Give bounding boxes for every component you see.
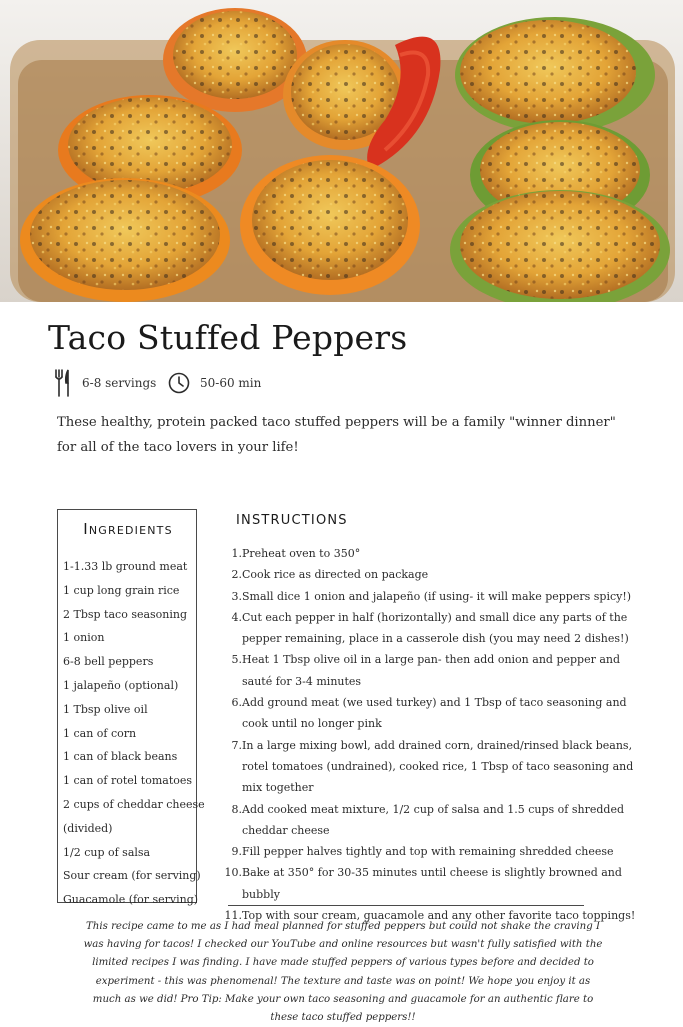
ingredient-item: 2 cups of cheddar cheese bbox=[63, 797, 205, 811]
step-text: Cut each pepper in half (horizontally) and small dice any parts of the pepper remaining, place in a casserole dish (you may need 2 dishes!) bbox=[242, 610, 629, 646]
time-text: 50-60 min bbox=[200, 376, 262, 390]
ingredient-item: Sour cream (for serving) bbox=[63, 869, 201, 883]
instruction-step bbox=[228, 841, 640, 862]
ingredients-box bbox=[57, 509, 205, 907]
ingredient-item: 1 can of black beans bbox=[63, 750, 178, 764]
step-text: Bake at 350° for 30-35 minutes until cheese is slightly browned and bubbly bbox=[242, 866, 622, 901]
step-text: Fill pepper halves tightly and top with remaining shredded cheese bbox=[242, 845, 614, 859]
servings-info bbox=[54, 368, 156, 398]
instruction-step bbox=[228, 735, 640, 799]
time-info bbox=[168, 368, 261, 398]
step-text: Heat 1 Tbsp olive oil in a large pan- then add onion and pepper and sauté for 3-4 minutes bbox=[242, 653, 621, 688]
step-text: Preheat oven to 350° bbox=[242, 547, 361, 560]
step-number: 8. bbox=[231, 802, 242, 816]
ingredient-item: 2 Tbsp taco seasoning bbox=[63, 607, 188, 621]
step-number: 4. bbox=[231, 610, 242, 624]
ingredients-list bbox=[63, 555, 208, 912]
ingredient-item: 1 cup long grain rice bbox=[63, 583, 180, 597]
ingredient-item: 1 Tbsp olive oil bbox=[63, 702, 148, 716]
instruction-step bbox=[228, 607, 640, 650]
instruction-step bbox=[228, 564, 640, 585]
stuffed-peppers-illustration bbox=[0, 0, 683, 302]
ingredient-item: 1 jalapeño (optional) bbox=[63, 678, 179, 692]
step-number: 1. bbox=[231, 547, 242, 560]
instruction-step bbox=[228, 543, 640, 564]
recipe-title: Taco Stuffed Peppers bbox=[48, 318, 408, 357]
step-number: 6. bbox=[231, 696, 242, 710]
instruction-step bbox=[228, 799, 640, 842]
step-number: 10. bbox=[224, 866, 242, 880]
step-number: 3. bbox=[231, 589, 242, 603]
step-number: 5. bbox=[231, 653, 242, 667]
step-number: 11. bbox=[224, 909, 242, 923]
ingredient-item: 6-8 bell peppers bbox=[63, 655, 154, 669]
recipe-notes: This recipe came to me as I had meal planned for stuffed peppers but could not shake the craving I was having for tacos! I checked our YouTube and online resources but wasn't fully satisfied with the limited recipes I was finding. I have made stuffed peppers of various types before and decided to experiment - this was phenomenal! The texture and taste was on point! We hope you enjoy it as much as we did! Pro Tip: Make your own taco seasoning and guacamole for an authentic flare to these taco stuffed peppers!! bbox=[83, 921, 603, 1024]
ingredient-item: Guacamole (for serving) bbox=[63, 893, 199, 907]
recipe-photo bbox=[0, 0, 683, 302]
step-text: In a large mixing bowl, add drained corn, drained/rinsed black beans, rotel tomatoes (undrained), cooked rice, 1 Tbsp of taco seasoning and mix together bbox=[242, 738, 634, 795]
ingredient-item: 1 onion bbox=[63, 631, 105, 645]
instruction-step bbox=[228, 692, 640, 735]
divider bbox=[228, 905, 584, 906]
fork-knife-icon bbox=[54, 368, 72, 398]
instructions-list bbox=[224, 543, 640, 926]
ingredients-heading: Ingredients bbox=[83, 520, 173, 538]
step-text: Small dice 1 onion and jalapeño (if using- it will make peppers spicy!) bbox=[242, 589, 632, 603]
step-number: 2. bbox=[231, 568, 242, 582]
clock-icon bbox=[168, 372, 190, 394]
step-text: Top with sour cream, guacamole and any other favorite taco toppings! bbox=[242, 909, 636, 923]
step-number: 7. bbox=[231, 738, 242, 752]
instruction-step bbox=[228, 649, 640, 692]
step-number: 9. bbox=[231, 845, 242, 859]
instructions-heading: INSTRUCTIONS bbox=[236, 513, 348, 528]
ingredient-item: (divided) bbox=[63, 821, 113, 835]
step-text: Cook rice as directed on package bbox=[242, 568, 429, 582]
ingredient-item: 1-1.33 lb ground meat bbox=[63, 560, 188, 573]
ingredient-item: 1/2 cup of salsa bbox=[63, 845, 151, 859]
step-text: Add cooked meat mixture, 1/2 cup of salsa and 1.5 cups of shredded cheddar cheese bbox=[242, 802, 624, 837]
servings-text: 6-8 servings bbox=[82, 376, 157, 390]
step-text: Add ground meat (we used turkey) and 1 Tbsp of taco seasoning and cook until no longer pink bbox=[242, 696, 627, 731]
ingredient-item: 1 can of corn bbox=[63, 726, 137, 740]
recipe-intro: These healthy, protein packed taco stuffed peppers will be a family "winner dinner" for all of the taco lovers in your life! bbox=[57, 415, 616, 455]
instruction-step bbox=[224, 862, 640, 905]
ingredient-item: 1 can of rotel tomatoes bbox=[63, 774, 193, 788]
instruction-step bbox=[228, 586, 640, 607]
